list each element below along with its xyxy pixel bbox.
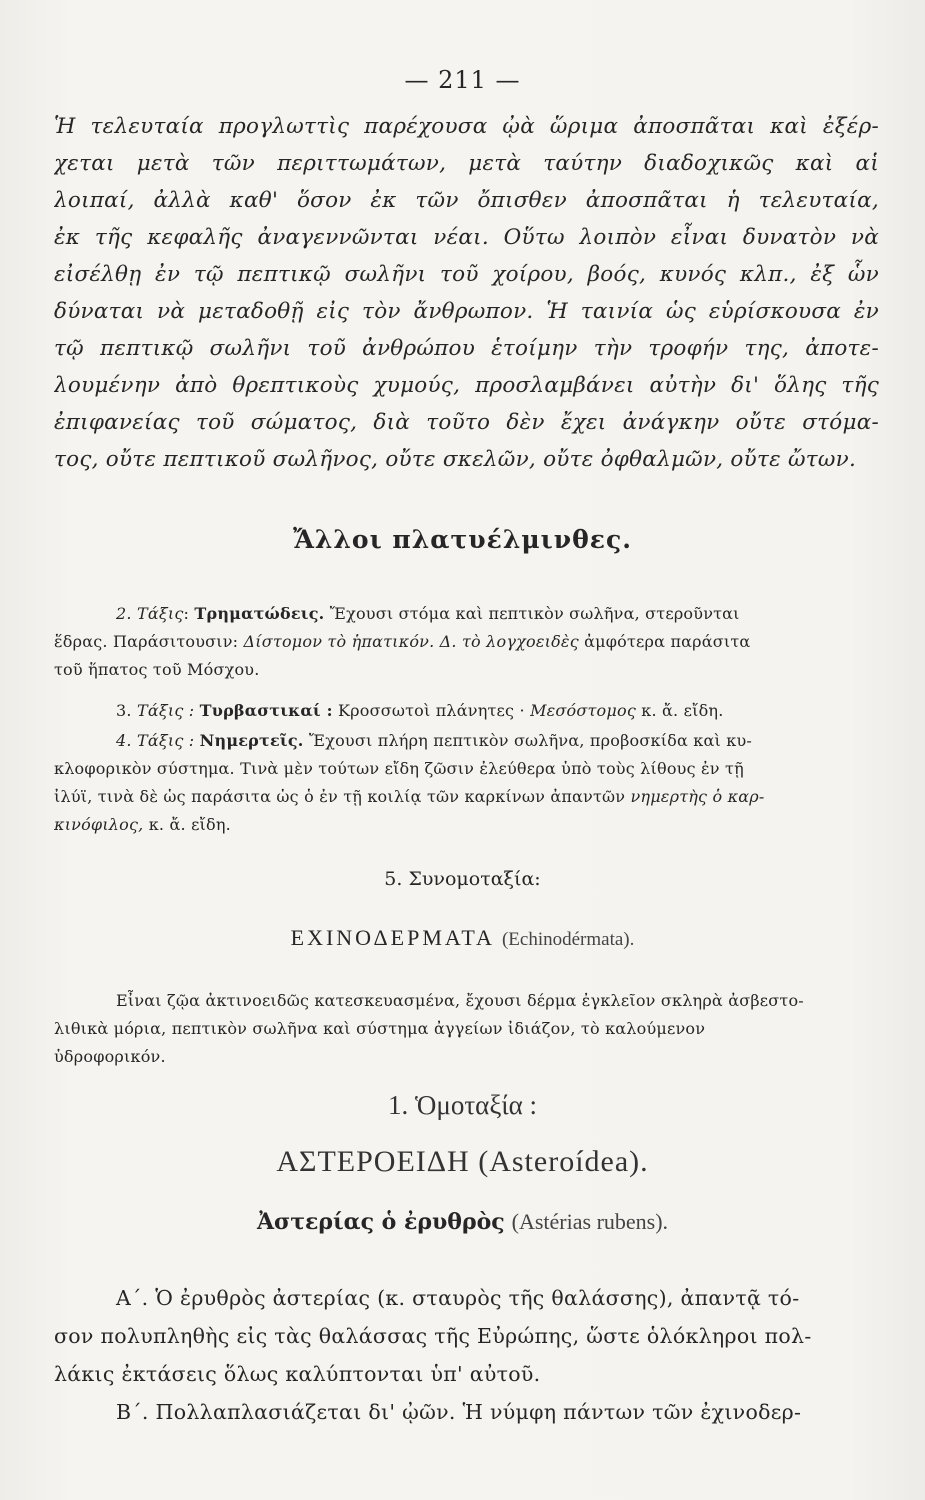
page-number: — 211 — [404,66,521,94]
main-paragraph [54,108,879,478]
species-name: Ἀστερίας ὁ ἐρυθρὸς [256,1209,505,1235]
order-text: Ἔχουσι πλήρη πεπτικὸν σωλῆνα, προβοσκίδα καὶ κυ- [308,731,752,750]
order-number: 3. [116,701,132,720]
species-paragraphs [54,1279,879,1431]
main-line: λουμένην ἀπὸ θρεπτικοὺς χυμούς, προσλαμβάνει αὐτὴν δι' ὅλης τῆς [54,373,879,398]
species-italic: Μεσόστομος [530,701,636,720]
order-number: 2. [116,604,132,623]
species-italic: Δίστομον τὸ ἡπατικόν. [243,632,435,651]
main-line: λοιπαί, ἀλλὰ καθ' ὅσον ἐκ τῶν ὄπισθεν ἀποσπᾶται ἡ τελευταία, [54,188,879,213]
para-line: λάκις ἐκτάσεις ὅλως καλύπτονται ὑπ' αὐτοῦ. [54,1362,541,1386]
main-line: τῷ πεπτικῷ σωλῆνι τοῦ ἀνθρώπου ἑτοίμην τὴν τροφήν της, ἀποτε- [54,336,879,361]
order-name: Τρηματώδεις. [194,604,325,623]
order-name: Νημερτεῖς. [199,731,304,750]
order-text: κ. ἄ. εἴδη. [641,701,724,720]
phylum-name: ΕΧΙΝΟΔΕΡΜΑΤΑ [290,925,495,950]
echinoderm-description [54,987,879,1071]
order-text: ἰλύϊ, τινὰ δὲ ὡς παράσιτα ὡς ὁ ἐν τῇ κοιλίᾳ τῶν καρκίνων ἀπαντῶν [54,787,626,806]
order-name: Τυρβαστικαί : [199,701,333,720]
class-label: 1. Ὁμοταξία : [387,1090,538,1120]
phylum-latin: (Echinodérmata). [501,929,635,950]
desc-line: Εἶναι ζῷα ἀκτινοειδῶς κατεσκευασμένα, ἔχουσι δέρμα ἐγκλεῖον σκληρὰ ἀσβεστο- [116,991,804,1010]
main-line: χεται μετὰ τῶν περιττωμάτων, μετὰ ταύτην διαδοχικῶς καὶ αἱ [54,151,879,176]
species-italic: νημερτὴς ὁ καρ- [630,787,765,806]
para-line: σον πολυπληθὴς εἰς τὰς θαλάσσας τῆς Εὐρώπης, ὥστε ὁλόκληροι πολ- [54,1324,812,1348]
order-text: ἕδρας. Παράσιτουσιν: [54,632,239,651]
order-turbellaria [54,697,879,725]
desc-line: λιθικὰ μόρια, πεπτικὸν σωλῆνα καὶ σύστημα ἀγγείων ἰδιάζον, τὸ καλούμενον [54,1019,706,1038]
phylum-title [0,925,925,951]
species-italic: Δ. τὸ λογχοειδὲς [439,632,579,651]
main-line: ἐπιφανείας τοῦ σώματος, διὰ τοῦτο δὲν ἔχει ἀνάγκην οὔτε στόμα- [54,410,879,435]
main-line: τος, οὔτε πεπτικοῦ σωλῆνος, οὔτε σκελῶν, οὔτε ὀφθαλμῶν, οὔτε ὤτων. [54,447,857,472]
para-line: Β΄. Πολλαπλασιάζεται δι' ᾠῶν. Ἡ νύμφη πάντων τῶν ἐχινοδερ- [116,1400,802,1424]
main-line: εἰσέλθῃ ἐν τῷ πεπτικῷ σωλῆνι τοῦ χοίρου, βοός, κυνός κλπ., ἐξ ὧν [54,262,879,287]
phylum-label: 5. Συνομοταξία: [384,868,541,890]
order-number: 4. [116,731,132,750]
order-label: Τάξις : [136,701,195,720]
para-line: Α΄. Ὁ ἐρυθρὸς ἀστερίας (κ. σταυρὸς τῆς θαλάσσης), ἀπαντᾷ τό- [116,1286,800,1310]
order-label: Τάξις : [136,731,195,750]
main-line: δύναται νὰ μεταδοθῇ εἰς τὸν ἄνθρωπον. Ἡ ταινία ὡς εὑρίσκουσα ἐν [54,299,879,324]
order-text: κλοφορικὸν σύστημα. Τινὰ μὲν τούτων εἴδη ζῶσιν ἐλεύθερα ὑπὸ τοὺς λίθους ἐν τῇ [54,759,744,778]
section-heading-other-flatworms: Ἄλλοι πλατυέλμινθες. [293,525,632,554]
main-line: Ἡ τελευταία προγλωττὶς παρέχουσα ᾠὰ ὥριμα ἀποσπᾶται καὶ ἐξέρ- [54,114,879,139]
class-title: ΑΣΤΕΡΟΕΙΔΗ (Asteroídea). [276,1145,649,1178]
order-nemertea [54,727,879,839]
desc-line: ὑδροφορικόν. [54,1047,166,1066]
main-line: ἐκ τῆς κεφαλῆς ἀναγεννῶνται νέαι. Οὕτω λοιπὸν εἶναι δυνατὸν νὰ [54,225,879,250]
order-text: Ἔχουσι στόμα καὶ πεπτικὸν σωλῆνα, στεροῦνται [329,604,740,623]
species-italic: κινόφιλος, [54,815,144,834]
order-text: Κροσσωτοὶ πλάνητες · [337,701,525,720]
order-label: Τάξις [136,604,184,623]
order-trematodes: 2. Τάξις: Τρηματώδεις. Ἔχουσι στόμα καὶ πεπτικὸν σωλῆνα, στεροῦνται ἕδρας. Παράσιτουσιν: Δίστομον τὸ ἡπατικόν. Δ. τὸ λογχοειδὲς ἀμφότερα παράσιτα τοῦ ἥπατος τοῦ Μόσχου. [54,600,879,684]
species-heading [0,1209,925,1235]
species-latin: (Astérias rubens). [511,1209,669,1234]
order-text: ἀμφότερα παράσιτα [584,632,751,651]
order-text: κ. ἄ. εἴδη. [148,815,231,834]
order-text: τοῦ ἥπατος τοῦ Μόσχου. [54,660,260,679]
